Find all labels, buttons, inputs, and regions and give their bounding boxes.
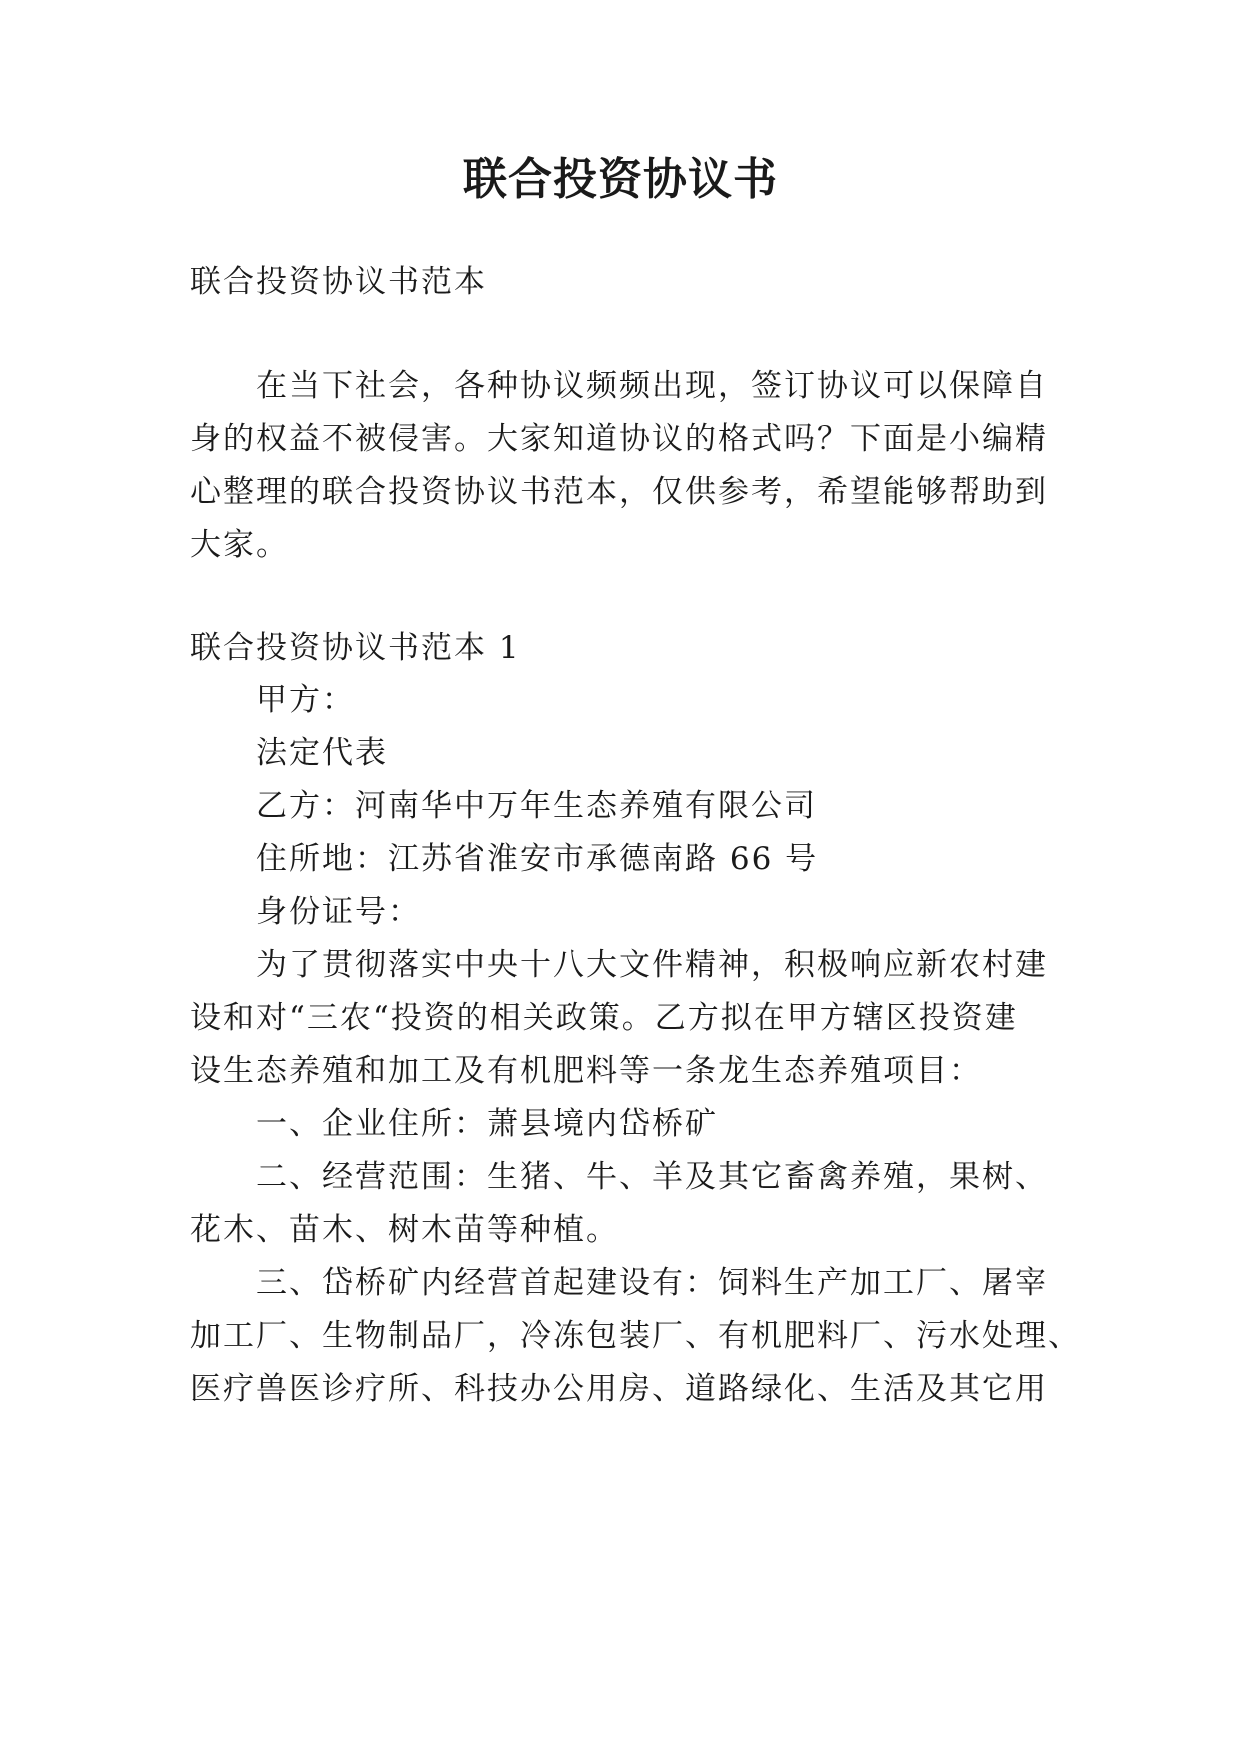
intro-line: 大家。 — [190, 527, 289, 563]
clause-2-cont: 花木、苗木、树木苗等种植。 — [190, 1212, 619, 1248]
legal-rep-label: 法定代表 — [256, 735, 388, 771]
id-number-label: 身份证号： — [256, 894, 421, 930]
clause-2: 二、经营范围：生猪、牛、羊及其它畜禽养殖，果树、 — [256, 1159, 1048, 1195]
body-line: 设和对“三农“投资的相关政策。乙方拟在甲方辖区投资建 — [190, 1000, 1018, 1036]
party-b-line: 乙方：河南华中万年生态养殖有限公司 — [256, 788, 817, 824]
intro-line: 心整理的联合投资协议书范本，仅供参考，希望能够帮助到 — [190, 474, 1048, 510]
document-title: 联合投资协议书 — [463, 154, 778, 205]
section-heading: 联合投资协议书范本 1 — [190, 630, 521, 666]
intro-line: 身的权益不被侵害。大家知道协议的格式吗？下面是小编精 — [190, 421, 1048, 457]
party-a-label: 甲方： — [256, 682, 355, 718]
address-line: 住所地：江苏省淮安市承德南路 66 号 — [256, 841, 819, 877]
clause-3-cont: 医疗兽医诊疗所、科技办公用房、道路绿化、生活及其它用 — [190, 1371, 1048, 1407]
document-subtitle: 联合投资协议书范本 — [190, 264, 487, 300]
intro-line: 在当下社会，各种协议频频出现，签订协议可以保障自 — [256, 368, 1048, 404]
clause-1: 一、企业住所：萧县境内岱桥矿 — [256, 1106, 718, 1142]
body-line: 设生态养殖和加工及有机肥料等一条龙生态养殖项目： — [190, 1053, 982, 1089]
clause-3-cont: 加工厂、生物制品厂，冷冻包装厂、有机肥料厂、污水处理、 — [190, 1318, 1081, 1354]
clause-3: 三、岱桥矿内经营首起建设有：饲料生产加工厂、屠宰 — [256, 1265, 1048, 1301]
body-line: 为了贯彻落实中央十八大文件精神，积极响应新农村建 — [256, 947, 1048, 983]
